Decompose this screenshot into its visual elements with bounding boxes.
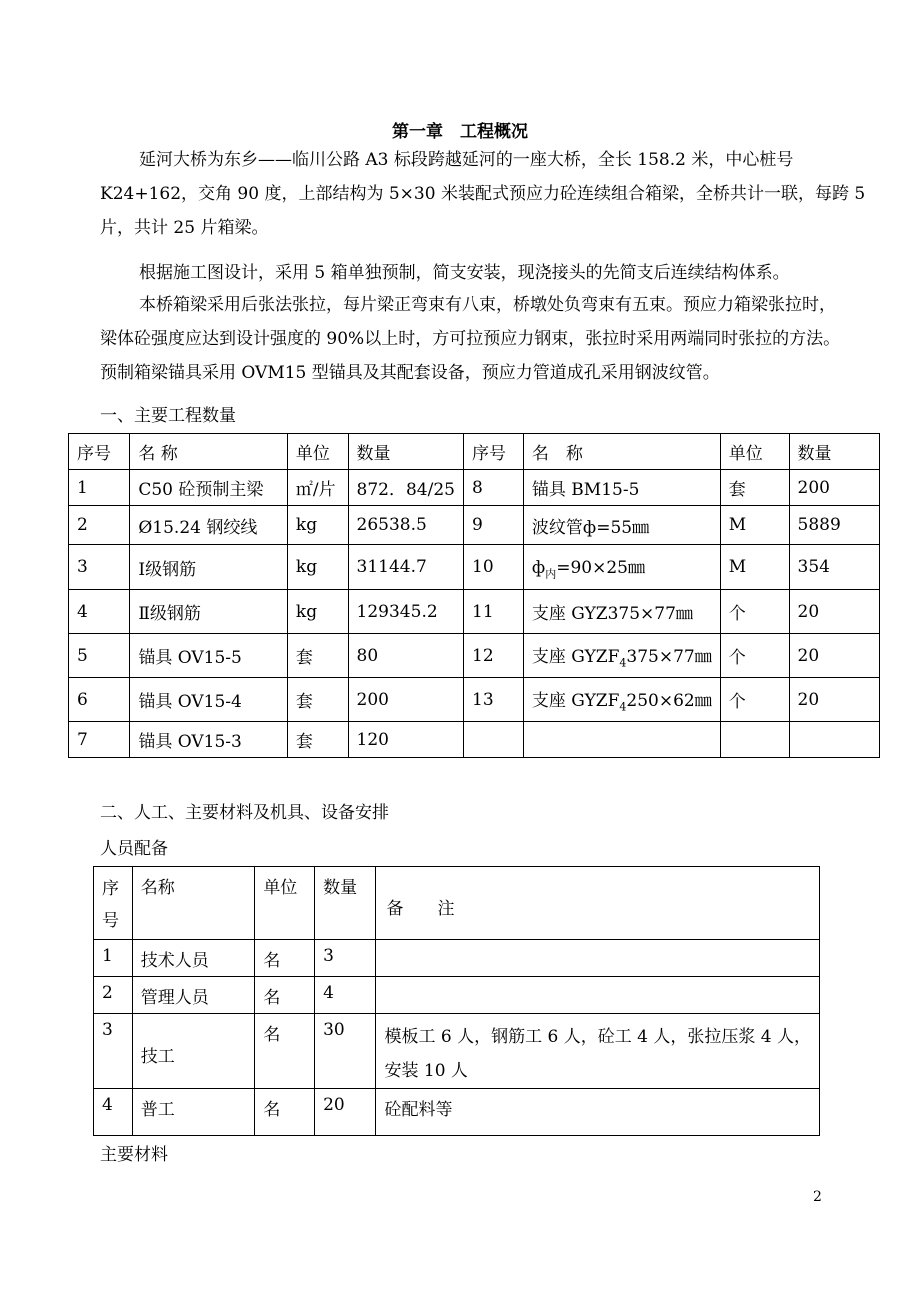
cell: 129345.2 [348,590,463,634]
cell: ㎡/片 [287,470,348,506]
table-row [69,678,880,722]
cell [464,722,524,758]
cell: 4 [94,1089,133,1136]
quantities-table [68,433,880,758]
cell: 名 [255,1089,315,1136]
col-header: 数量 [315,867,376,940]
table-row [69,545,880,590]
chapter-heading: 第一章 工程概况 [392,122,528,142]
cell: 套 [287,678,348,722]
staff-table [93,866,820,1136]
para1-line2: K24+162，交角 90 度，上部结构为 5×30 米装配式预应力砼连续组合箱梁，全桥共计一联，每跨 5 [100,184,866,204]
cell: 套 [287,722,348,758]
cell: 锚具 BM15-5 [523,470,720,506]
cell: 锚具 OV15-4 [130,678,288,722]
cell: $ф_内=90\times 25㎜$ [523,545,720,590]
cell: 3 [315,940,376,977]
col-header: 数量 [789,434,879,470]
col-header: 单位 [255,867,315,940]
cell: 个 [720,678,789,722]
col-header: 序号 [69,434,130,470]
cell: 锚具 OV15-5 [130,634,288,678]
cell: 个 [720,590,789,634]
cell: 锚具 OV15-3 [130,722,288,758]
cell: 套 [287,634,348,678]
cell: 5 [69,634,130,678]
cell: 1 [94,940,133,977]
cell: 5889 [789,506,879,545]
cell: 80 [348,634,463,678]
cell: 模板工 6 人，钢筋工 6 人，砼工 4 人，张拉压浆 4 人， 安装 10 人 [376,1014,820,1089]
cell: 2 [69,506,130,545]
cell: kg [287,545,348,590]
para3-line2: 梁体砼强度应达到设计强度的 90%以上时，方可拉预应力钢束，张拉时采用两端同时张拉的方法。 [100,329,841,349]
col-header: 单位 [720,434,789,470]
cell: 11 [464,590,524,634]
cell: 354 [789,545,879,590]
cell: 2 [94,977,133,1014]
table-header-row [94,867,820,940]
cell: M [720,545,789,590]
cell: 技工 [132,1014,255,1089]
cell: 200 [789,470,879,506]
staff-subheading: 人员配备 [100,839,168,859]
cell: 个 [720,634,789,678]
col-header: 名 称 [523,434,720,470]
cell: Ⅱ级钢筋 [130,590,288,634]
cell: M [720,506,789,545]
cell: 4 [69,590,130,634]
cell: 872．84/25 [348,470,463,506]
table-row [69,506,880,545]
cell: 20 [789,634,879,678]
para3-line1: 本桥箱梁采用后张法张拉，每片梁正弯束有八束，桥墩处负弯束有五束。预应力箱梁张拉时， [139,295,836,315]
page-number: 2 [813,1189,822,1205]
cell: 120 [348,722,463,758]
cell: 管理人员 [132,977,255,1014]
cell: 普工 [132,1089,255,1136]
col-header: 序 号 [94,867,133,940]
cell [376,940,820,977]
cell: Ⅰ级钢筋 [130,545,288,590]
para1-line3: 片，共计 25 片箱梁。 [100,218,269,238]
cell: 名 [255,977,315,1014]
cell: 6 [69,678,130,722]
cell: 3 [69,545,130,590]
cell: kg [287,506,348,545]
cell: 13 [464,678,524,722]
cell: 31144.7 [348,545,463,590]
cell: 10 [464,545,524,590]
cell: 1 [69,470,130,506]
col-header: 数量 [348,434,463,470]
materials-subheading: 主要材料 [100,1145,168,1165]
col-header: 备 注 [376,867,820,940]
cell: 20 [315,1089,376,1136]
cell: C50 砼预制主梁 [130,470,288,506]
table-row [94,1014,820,1089]
cell: 砼配料等 [376,1089,820,1136]
col-header: 名称 [132,867,255,940]
cell: 30 [315,1014,376,1089]
cell: 3 [94,1014,133,1089]
cell: 支座 $GYZF_4250\times 62㎜$ [523,678,720,722]
cell: 4 [315,977,376,1014]
section2-heading: 二、人工、主要材料及机具、设备安排 [100,803,389,823]
cell: 波纹管ф=55㎜ [523,506,720,545]
section1-heading: 一、主要工程数量 [100,406,236,426]
cell: 支座 $GYZF_4375\times 77㎜$ [523,634,720,678]
cell: 技术人员 [132,940,255,977]
cell [376,977,820,1014]
cell [720,722,789,758]
para3-line3: 预制箱梁锚具采用 OVM15 型锚具及其配套设备，预应力管道成孔采用钢波纹管。 [100,363,720,383]
table-row [69,470,880,506]
cell: 支座 GYZ375×77㎜ [523,590,720,634]
table-row [69,590,880,634]
cell: 26538.5 [348,506,463,545]
cell [789,722,879,758]
cell: Ø15.24 钢绞线 [130,506,288,545]
table-row [69,634,880,678]
cell: 20 [789,678,879,722]
cell: 200 [348,678,463,722]
table-row [94,1089,820,1136]
table-header-row [69,434,880,470]
cell: 12 [464,634,524,678]
cell: 名 [255,940,315,977]
cell: kg [287,590,348,634]
col-header: 单位 [287,434,348,470]
cell: 20 [789,590,879,634]
col-header: 序号 [464,434,524,470]
cell: 8 [464,470,524,506]
para1-line1: 延河大桥为东乡——临川公路 A3 标段跨越延河的一座大桥，全长 158.2 米，中心桩号 [139,150,794,170]
cell [523,722,720,758]
para2: 根据施工图设计，采用 5 箱单独预制，简支安装，现浇接头的先简支后连续结构体系。 [139,263,790,283]
cell: 9 [464,506,524,545]
table-row [94,940,820,977]
cell: 名 [255,1014,315,1089]
col-header: 名 称 [130,434,288,470]
cell: 套 [720,470,789,506]
table-row [69,722,880,758]
table-row [94,977,820,1014]
cell: 7 [69,722,130,758]
